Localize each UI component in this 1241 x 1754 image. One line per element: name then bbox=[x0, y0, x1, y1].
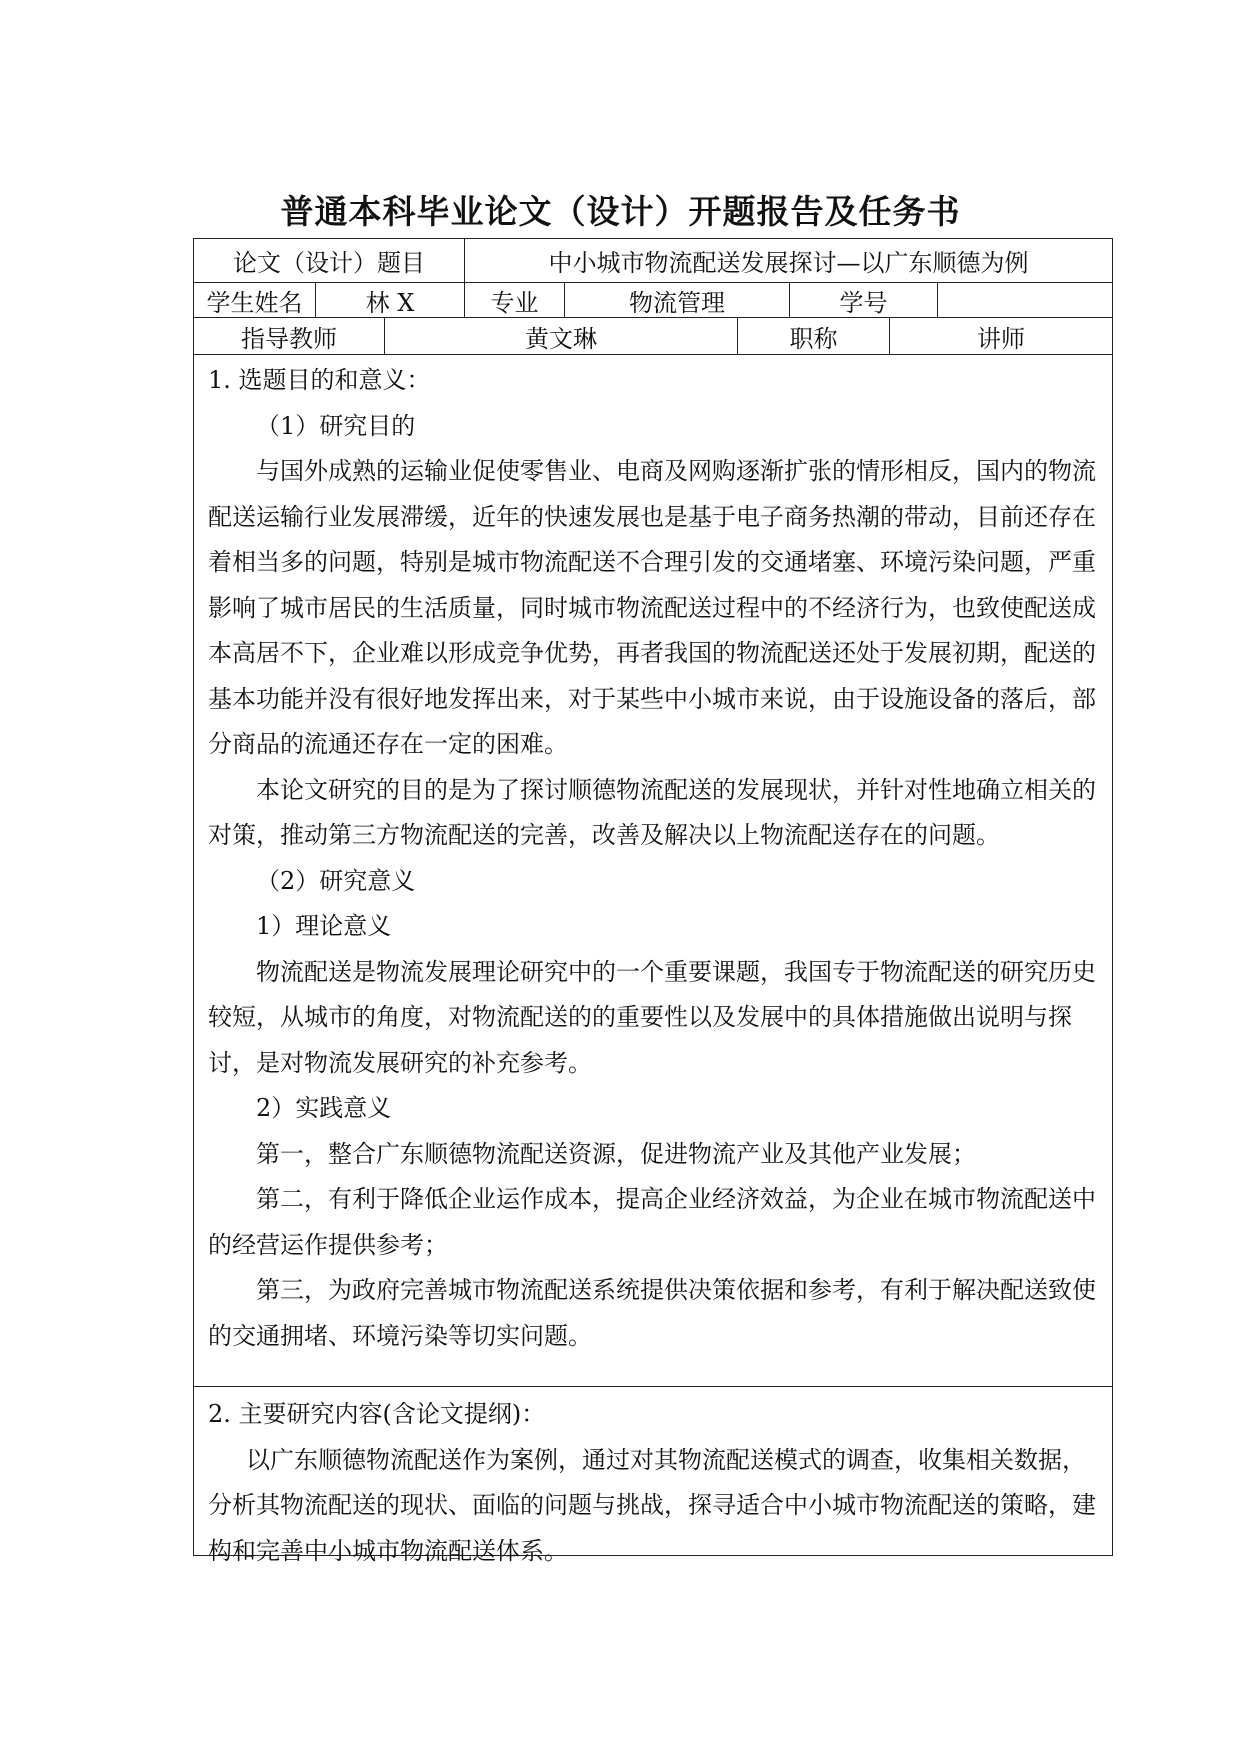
id-value bbox=[938, 283, 1112, 317]
topic-label: 论文（设计）题目 bbox=[194, 239, 465, 282]
advisor-value: 黄文琳 bbox=[385, 318, 738, 354]
section1-subheading-purpose: （1）研究目的 bbox=[256, 411, 416, 440]
advisor-row bbox=[194, 318, 1112, 355]
rank-label: 职称 bbox=[738, 318, 890, 354]
section1-paragraph: 与国外成熟的运输业促使零售业、电商及网购逐渐扩张的情形相反，国内的物流配送运输行业发展滞缓，近年的快速发展也是基于电子商务热潮的带动，目前还存在着相当多的问题，特别是城市物流配送不合理引发的交通堵塞、环境污染问题，严重影响了城市居民的生活质量，同时城市物流配送过程中的不经济行为，也致使配送成本高居不下，企业难以形成竞争优势，再者我国的物流配送还处于发展初期，配送的基本功能并没有很好地发挥出来，对于某些中小城市来说，由于设施设备的落后，部分商品的流通还存在一定的困难。 bbox=[208, 457, 1096, 758]
student-row bbox=[194, 283, 1112, 318]
report-form bbox=[193, 238, 1113, 1565]
document-title: 普通本科毕业论文（设计）开题报告及任务书 bbox=[280, 192, 961, 231]
major-label: 专业 bbox=[465, 283, 565, 317]
section1-subheading-theory: 1）理论意义 bbox=[256, 912, 392, 940]
section2-heading: 2. 主要研究内容(含论文提纲)： bbox=[208, 1400, 546, 1428]
section1-paragraph: 物流配送是物流发展理论研究中的一个重要课题，我国专于物流配送的研究历史较短，从城市的角度，对物流配送的的重要性以及发展中的具体措施做出说明与探讨，是对物流发展研究的补充参考。 bbox=[208, 957, 1096, 1077]
major-value: 物流管理 bbox=[565, 283, 790, 317]
topic-row bbox=[194, 239, 1112, 283]
section1-paragraph: 第二，有利于降低企业运作成本，提高企业经济效益，为企业在城市物流配送中的经营运作提供参考； bbox=[208, 1185, 1096, 1259]
section-purpose bbox=[194, 356, 1112, 1387]
id-label: 学号 bbox=[790, 283, 938, 317]
section1-heading: 1. 选题目的和意义： bbox=[208, 366, 431, 394]
section1-paragraph: 第三，为政府完善城市物流配送系统提供决策依据和参考，有利于解决配送致使的交通拥堵、环境污染等切实问题。 bbox=[208, 1276, 1096, 1350]
student-value: 林 X bbox=[316, 283, 465, 317]
section1-subheading-significance: （2）研究意义 bbox=[256, 866, 416, 895]
rank-value: 讲师 bbox=[977, 324, 1025, 353]
section2-paragraph: 以广东顺德物流配送作为案例，通过对其物流配送模式的调查，收集相关数据，分析其物流配送的现状、面临的问题与挑战，探寻适合中小城市物流配送的策略，建构和完善中小城市物流配送体系。 bbox=[208, 1445, 1096, 1565]
section1-paragraph: 本论文研究的目的是为了探讨顺德物流配送的发展现状，并针对性地确立相关的对策，推动第三方物流配送的完善，改善及解决以上物流配送存在的问题。 bbox=[208, 775, 1096, 849]
advisor-label: 指导教师 bbox=[194, 318, 385, 354]
student-label: 学生姓名 bbox=[194, 283, 316, 317]
section-content bbox=[194, 1388, 1112, 1565]
section1-paragraph: 第一，整合广东顺德物流配送资源，促进物流产业及其他产业发展； bbox=[256, 1139, 976, 1168]
section1-subheading-practice: 2）实践意义 bbox=[256, 1094, 392, 1122]
topic-value: 中小城市物流配送发展探讨—以广东顺德为例 bbox=[548, 249, 1029, 277]
